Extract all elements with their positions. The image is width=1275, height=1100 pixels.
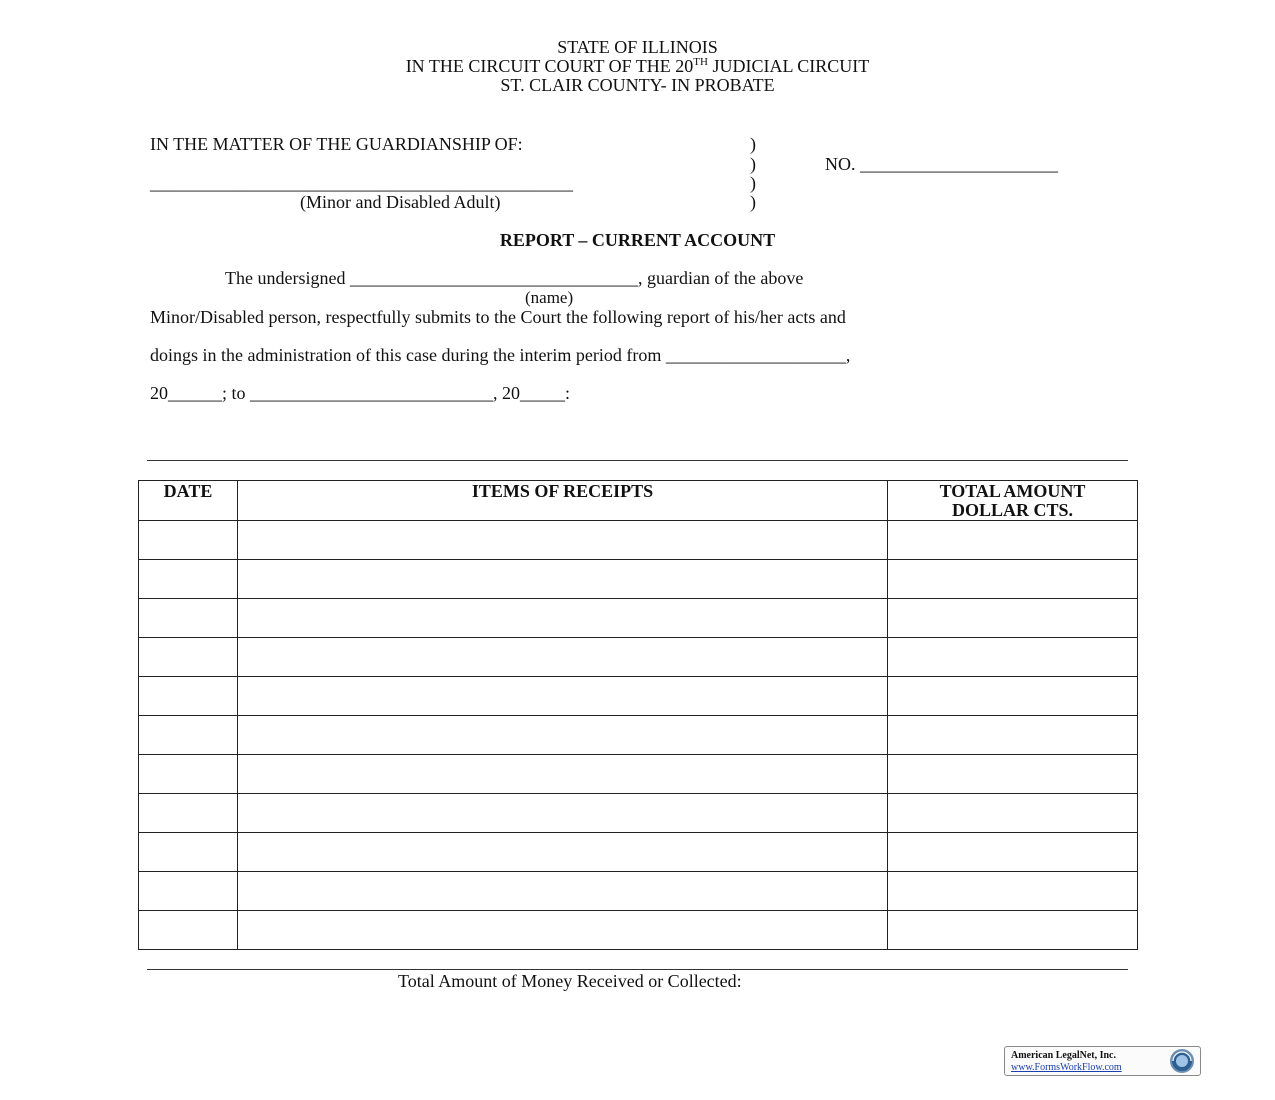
- col-items-header: ITEMS OF RECEIPTS: [238, 481, 888, 521]
- col-date-header: DATE: [139, 481, 238, 521]
- amount-cell[interactable]: [888, 755, 1138, 794]
- case-number-field[interactable]: NO. ______________________: [825, 154, 1058, 174]
- item-cell[interactable]: [238, 911, 888, 950]
- minor-label: (Minor and Disabled Adult): [300, 192, 501, 212]
- table-row: [139, 716, 1138, 755]
- globe-logo-icon: [1167, 1048, 1197, 1074]
- ward-name-field[interactable]: _______________________________________________: [150, 173, 573, 193]
- caption-paren-1: ): [750, 134, 756, 154]
- item-cell[interactable]: [238, 755, 888, 794]
- header-court: [0, 57, 1275, 76]
- date-cell[interactable]: [139, 833, 238, 872]
- table-row: [139, 872, 1138, 911]
- amount-cell[interactable]: [888, 833, 1138, 872]
- body-line-4[interactable]: 20______; to ___________________________, 20_____:: [150, 383, 571, 403]
- item-cell[interactable]: [238, 872, 888, 911]
- header-state: STATE OF ILLINOIS: [557, 37, 718, 57]
- table-row: [139, 794, 1138, 833]
- date-cell[interactable]: [139, 638, 238, 677]
- header-court-post: JUDICIAL CIRCUIT: [707, 56, 870, 76]
- date-cell[interactable]: [139, 755, 238, 794]
- page-title: REPORT – CURRENT ACCOUNT: [499, 230, 776, 250]
- table-row: [139, 599, 1138, 638]
- body-line-2: Minor/Disabled person, respectfully submits to the Court the following report of his/her acts and: [150, 307, 846, 327]
- date-cell[interactable]: [139, 560, 238, 599]
- item-cell[interactable]: [238, 794, 888, 833]
- amount-cell[interactable]: [888, 911, 1138, 950]
- item-cell[interactable]: [238, 677, 888, 716]
- caption-paren-4: ): [750, 192, 756, 212]
- col-total-header-line2: DOLLAR CTS.: [951, 500, 1074, 520]
- table-row: [139, 833, 1138, 872]
- date-cell[interactable]: [139, 521, 238, 560]
- publisher-badge[interactable]: [1004, 1046, 1201, 1076]
- publisher-name: American LegalNet, Inc.: [1011, 1050, 1116, 1061]
- date-cell[interactable]: [139, 677, 238, 716]
- table-row: [139, 755, 1138, 794]
- amount-cell[interactable]: [888, 716, 1138, 755]
- body-line-3[interactable]: doings in the administration of this case during the interim period from ____________________,: [150, 345, 851, 365]
- item-cell[interactable]: [238, 521, 888, 560]
- item-cell[interactable]: [238, 716, 888, 755]
- table-row: [139, 677, 1138, 716]
- col-total-header-line1: TOTAL AMOUNT: [939, 481, 1086, 501]
- date-cell[interactable]: [139, 599, 238, 638]
- amount-cell[interactable]: [888, 638, 1138, 677]
- amount-cell[interactable]: [888, 794, 1138, 833]
- header-county: ST. CLAIR COUNTY- IN PROBATE: [500, 75, 775, 95]
- publisher-link[interactable]: www.FormsWorkFlow.com: [1011, 1062, 1122, 1073]
- name-label: (name): [525, 288, 574, 307]
- receipt-rows: [139, 521, 1138, 950]
- caption-paren-2: ): [750, 154, 756, 174]
- item-cell[interactable]: [238, 599, 888, 638]
- date-cell[interactable]: [139, 911, 238, 950]
- divider-bottom: [147, 969, 1128, 970]
- date-cell[interactable]: [139, 794, 238, 833]
- header-court-pre: IN THE CIRCUIT COURT OF THE 20: [405, 56, 694, 76]
- divider-top: [147, 460, 1128, 461]
- amount-cell[interactable]: [888, 560, 1138, 599]
- table-row: [139, 521, 1138, 560]
- caption-paren-3: ): [750, 173, 756, 193]
- item-cell[interactable]: [238, 638, 888, 677]
- matter-label: IN THE MATTER OF THE GUARDIANSHIP OF:: [150, 134, 523, 154]
- amount-cell[interactable]: [888, 872, 1138, 911]
- amount-cell[interactable]: [888, 677, 1138, 716]
- col-total-header: [888, 481, 1138, 521]
- total-label: Total Amount of Money Received or Collected:: [398, 971, 742, 991]
- header-court-sup: TH: [693, 56, 708, 68]
- table-header-row: [139, 481, 1138, 521]
- table-row: [139, 911, 1138, 950]
- item-cell[interactable]: [238, 560, 888, 599]
- body-line-1[interactable]: The undersigned ________________________________, guardian of the above: [225, 268, 804, 288]
- amount-cell[interactable]: [888, 521, 1138, 560]
- table-row: [139, 560, 1138, 599]
- date-cell[interactable]: [139, 872, 238, 911]
- receipts-table: [138, 480, 1138, 950]
- item-cell[interactable]: [238, 833, 888, 872]
- date-cell[interactable]: [139, 716, 238, 755]
- table-row: [139, 638, 1138, 677]
- amount-cell[interactable]: [888, 599, 1138, 638]
